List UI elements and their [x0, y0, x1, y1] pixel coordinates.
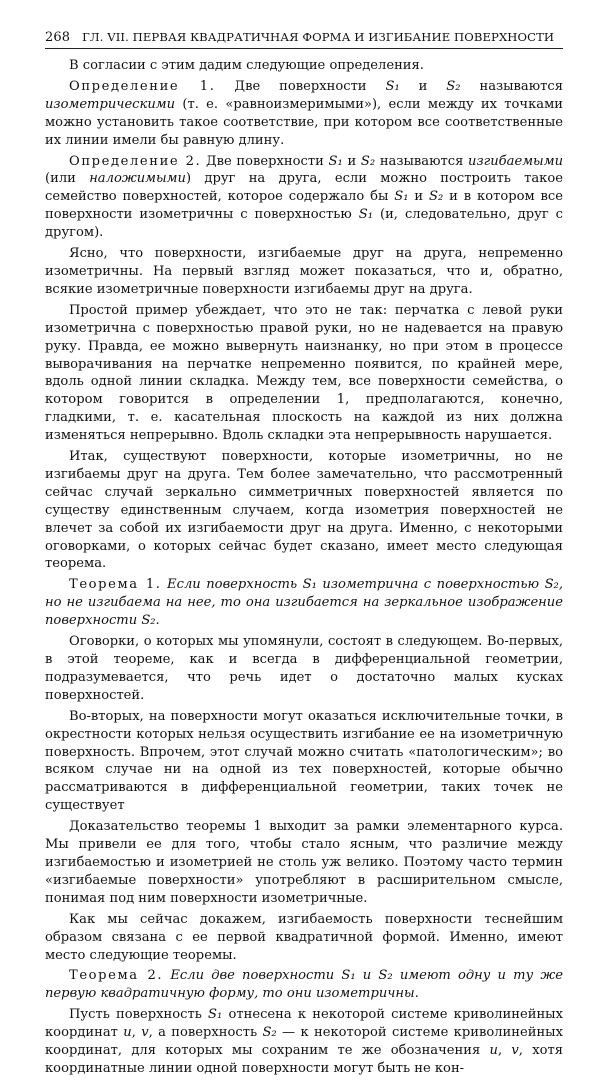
- paragraph-intro: В согласии с этим дадим следующие определения.: [69, 58, 424, 73]
- paragraph-second-caveat: Во-вторых, на поверхности могут оказаться исключительные точки, в окрестности которых нельзя осуществить изгибание ее на изометричную поверхность. Впрочем, этот случай можно считать «патологическим»; во всяком случае ни на одной из тех поверхностей, которые обычно рассматриваются в дифференциальной геометрии, таких точек не существует: [45, 708, 563, 814]
- paragraph-so-exist: Итак, существуют поверхности, которые изометричны, но не изгибаемы друг на друга. Тем более замечательно, что рассмотренный сейчас случай зеркально симметричных поверхностей является по существу единственным случаем, когда изометрия поверхностей не влечет за собой их изгибаемости друг на друга. Именно, с некоторыми оговорками, о которых сейчас будет сказано, имеет место следующая теорема.: [45, 449, 563, 572]
- paragraph-glove-example: Простой пример убеждает, что это не так: перчатка с левой руки изометрична с поверхностью правой руки, но не надевается на правую руку. Правда, ее можно вывернуть наизнанку, но при этом в процессе выворачивания на перчатке непременно появится, по крайней мере, вдоль одной линии складка. Между тем, все поверхности семейства, о котором говорится в определении 1, предполагаются, конечно, гладкими, т. е. касательная плоскость на каждой из них должна изменяться непрерывно. Вдоль складки эта непрерывность нарушается.: [45, 302, 563, 444]
- paragraph-proof-remark: Доказательство теоремы 1 выходит за рамки элементарного курса. Мы привели ее для того, чтобы стало ясным, что различие между изгибаемостью и изометрией не столь уж велико. Поэтому часто термин «изгибаемые поверхности» употребляют в расширительном смысле, понимая под ним поверхности изометричные.: [45, 819, 563, 906]
- chapter-title: ГЛ. VII. ПЕРВАЯ КВАДРАТИЧНАЯ ФОРМА И ИЗГИБАНИЕ ПОВЕРХНОСТИ: [82, 30, 555, 44]
- definition-1-label: Определение 1.: [69, 78, 216, 94]
- theorem-2: Теорема 2. Если две поверхности S₁ и S₂ имеют одну и ту же первую квадратичную форму, то они изометричны.: [45, 968, 563, 1002]
- running-header: [45, 30, 563, 49]
- body-text: [45, 57, 563, 1078]
- theorem-2-label: Теорема 2.: [69, 968, 164, 984]
- page: [45, 30, 563, 1081]
- paragraph-first-form: Как мы сейчас докажем, изгибаемость поверхности теснейшим образом связана с ее первой квадратичной формой. Именно, имеют место следующие теоремы.: [45, 911, 563, 963]
- paragraph-obvious: Ясно, что поверхности, изгибаемые друг на друга, непременно изометричны. На первый взгляд может показаться, что и, обратно, всякие изометричные поверхности изгибаемы друг на друга.: [45, 246, 563, 297]
- definition-2: Определение 2. Две поверхности S₁ и S₂ называются изгибаемыми (или наложимыми) друг на друга, если можно построить такое семейство поверхностей, которое содержало бы S₁ и S₂ и в котором все поверхности изометричны с поверхностью S₁ (и, следовательно, друг с другом).: [45, 153, 564, 241]
- definition-1: Определение 1. Две поверхности S₁ и S₂ называются изометрическими (т. е. «равноизмеримыми»), если между их точками можно установить такое соответствие, при котором все соответственные их линии имели бы равную длину.: [45, 78, 563, 148]
- theorem-1-label: Теорема 1.: [69, 577, 162, 593]
- paragraph-proof-start: Пусть поверхность S₁ отнесена к некоторой системе криволинейных координат u, v, а поверхность S₂ — к некоторой системе криволинейных координат, для которых мы сохраним те же обозначения u, v, хотя координатные линии одной поверхности могут быть не кон-: [45, 1007, 563, 1076]
- term-applicable: наложимыми: [89, 171, 186, 187]
- term-isometric: изометрическими: [45, 96, 176, 112]
- theorem-1: Теорема 1. Если поверхность S₁ изометрична с поверхностью S₂, но не изгибаема на нее, то она изгибается на зеркальное изображение поверхности S₂.: [45, 577, 563, 629]
- term-bendable: изгибаемыми: [468, 153, 564, 169]
- definition-2-label: Определение 2.: [69, 153, 202, 169]
- paragraph-caveats: Оговорки, о которых мы упомянули, состоят в следующем. Во-первых, в этой теореме, как и всегда в дифференциальной геометрии, подразумевается, что речь идет о достаточно малых кусках поверхностей.: [45, 634, 563, 703]
- page-number: 268: [45, 30, 71, 45]
